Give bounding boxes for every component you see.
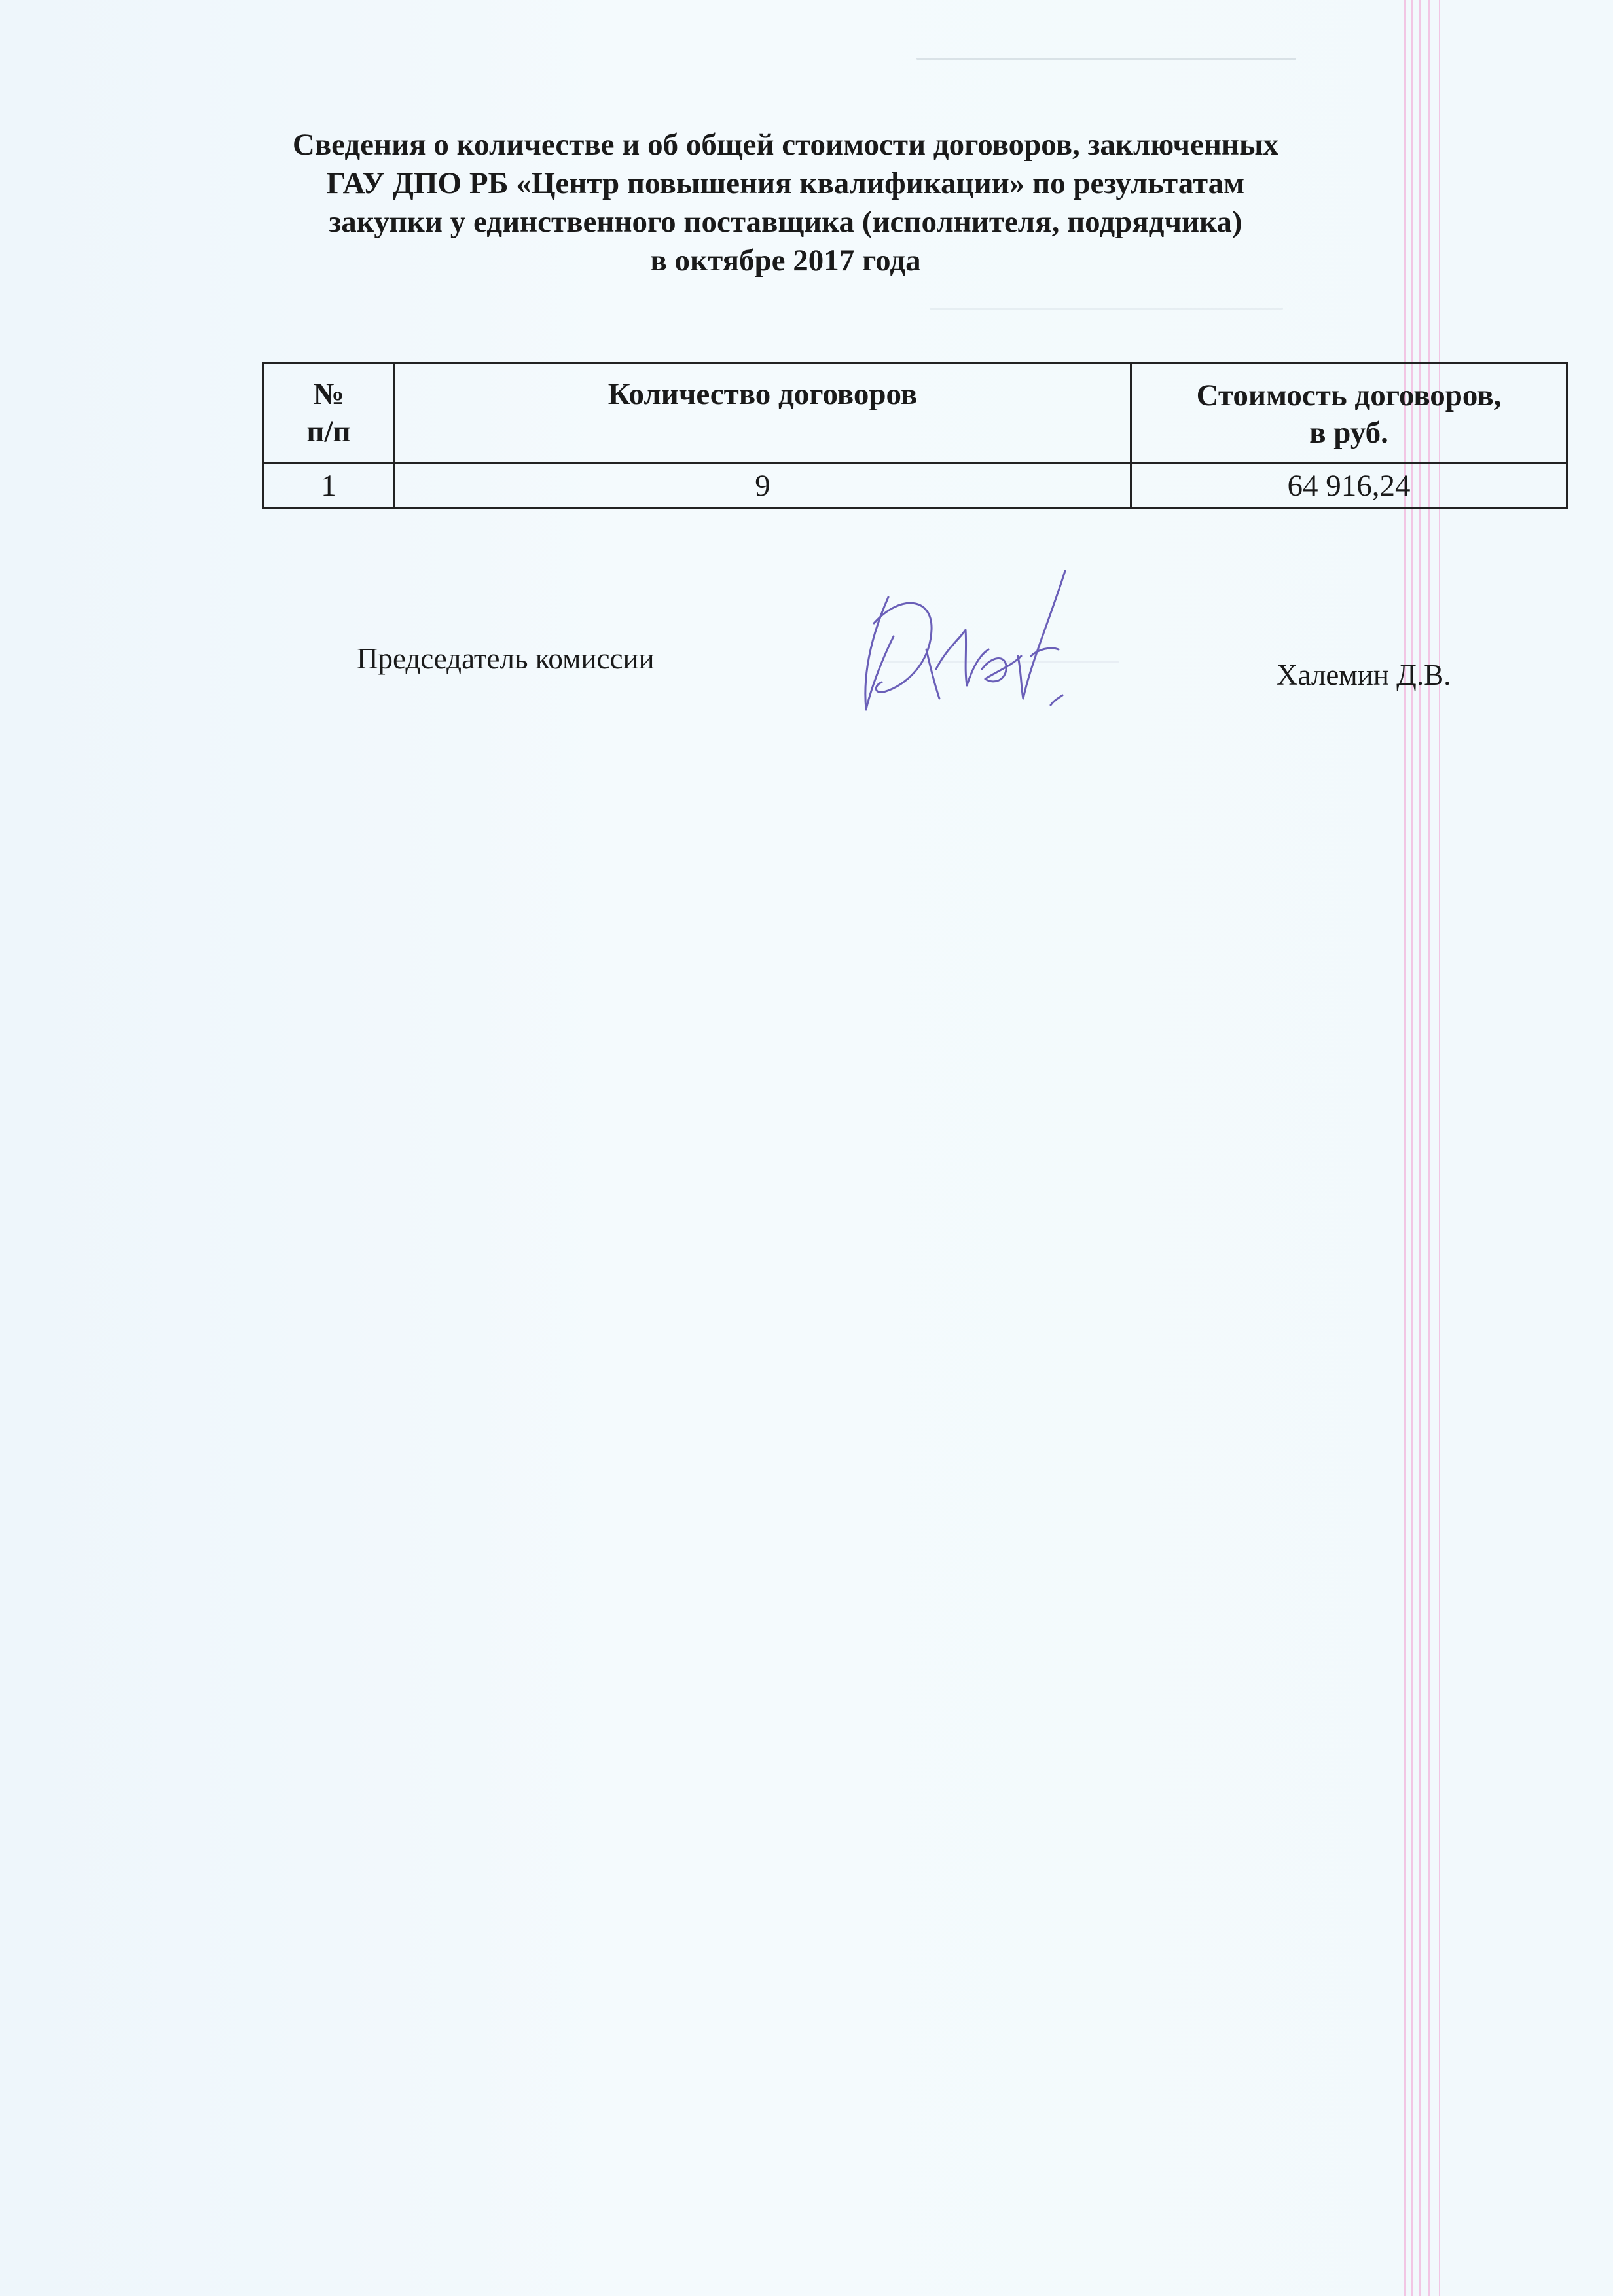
cell-quantity: 9: [395, 464, 1131, 509]
title-line-3: закупки у единственного поставщика (исполнителя, подрядчика): [329, 205, 1242, 239]
header-cost-line-2: в руб.: [1309, 416, 1388, 450]
scan-stripe: [1411, 0, 1413, 2296]
scan-artifact-line: [916, 58, 1296, 60]
scan-stripe: [1404, 0, 1406, 2296]
header-cost: [1131, 363, 1567, 464]
cell-number: 1: [263, 464, 395, 509]
scan-stripe: [1439, 0, 1440, 2296]
header-number-line-1: №: [313, 377, 344, 411]
scan-artifact-line: [930, 308, 1283, 310]
document-title: [262, 126, 1309, 280]
signature-position: Председатель комиссии: [357, 642, 655, 675]
header-cost-line-1: Стоимость договоров,: [1196, 378, 1502, 412]
header-quantity: Количество договоров: [395, 363, 1131, 464]
signatory-name: Халемин Д.В.: [1277, 659, 1451, 691]
scan-stripe: [1419, 0, 1421, 2296]
header-number-line-2: п/п: [306, 414, 351, 448]
table-row: [263, 464, 1567, 509]
scan-stripe: [1428, 0, 1430, 2296]
handwritten-signature: [854, 558, 1077, 718]
title-line-1: Сведения о количестве и об общей стоимости договоров, заключенных: [292, 128, 1279, 162]
cell-cost: 64 916,24: [1131, 464, 1567, 509]
table-header-row: [263, 363, 1567, 464]
title-line-4: в октябре 2017 года: [650, 244, 921, 278]
header-number: [263, 363, 395, 464]
contracts-summary-table: [262, 362, 1568, 509]
title-line-2: ГАУ ДПО РБ «Центр повышения квалификации» по результатам: [326, 166, 1245, 200]
